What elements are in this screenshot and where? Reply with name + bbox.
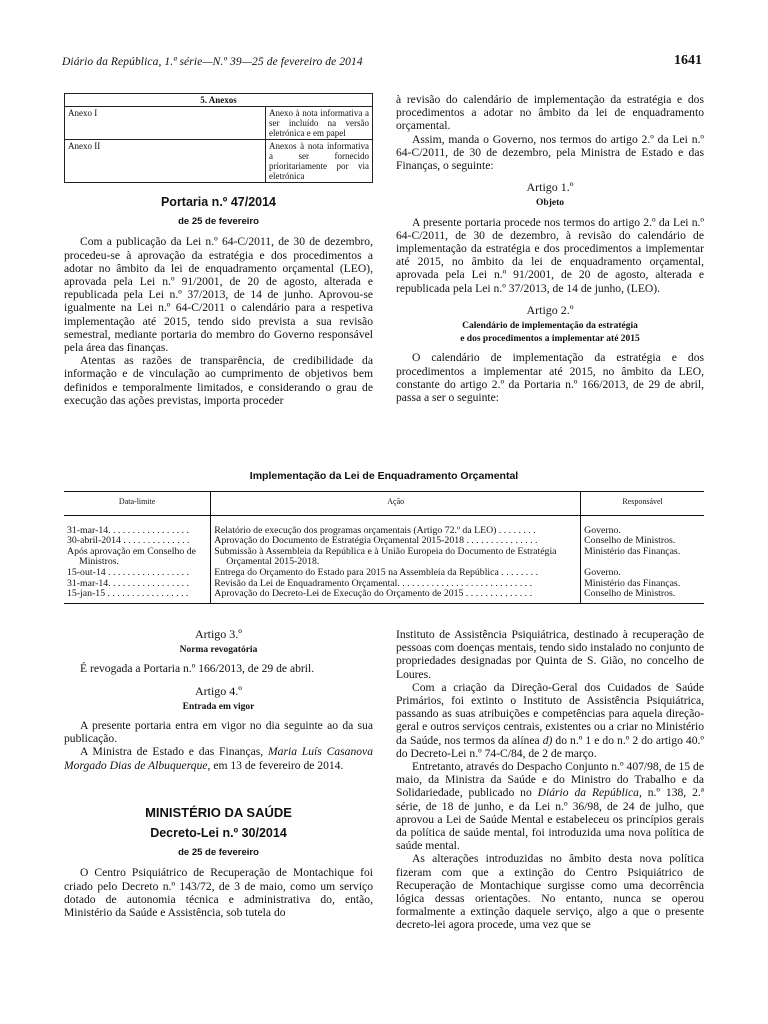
page-number: 1641 — [674, 53, 702, 68]
paragraph: As alterações introduzidas no âmbito desta nova política fizeram com que a extinção do Centro Psiquiátrico de Recuperação de Montachique surgisse como uma decorrência lógica dessas orientações. No entanto, nunca se operou formalmente a extinção daquele serviço, algo a que o presente decreto-lei agora procede, uma vez que se — [396, 852, 704, 932]
article-subtitle: e dos procedimentos a implementar até 2015 — [460, 334, 640, 345]
cell-action: Aprovação do Documento de Estratégia Orçamental 2015-2018 . . . . . . . . . . . . . . . — [211, 536, 581, 547]
cell-resp: Conselho de Ministros. — [581, 589, 704, 603]
annex-table — [64, 93, 373, 183]
article-title: Artigo 4.º — [194, 683, 243, 698]
text-run: do n.º 1 e do n.º 2 do artigo 40.º do Decreto-Lei n.º 74-C/84, de 2 de março. — [396, 733, 704, 760]
cell-date: 15-out-14 . . . . . . . . . . . . . . . . . — [64, 568, 211, 579]
right-column-top — [396, 93, 704, 404]
column-header: Responsável — [581, 492, 704, 516]
cell-date-line: Após aprovação em Conselho de — [67, 546, 196, 557]
right-column-bottom — [396, 628, 704, 932]
table-row — [64, 547, 704, 568]
table-row — [65, 140, 373, 183]
cell-date: 31-mar-14. . . . . . . . . . . . . . . . . — [64, 579, 211, 590]
left-column-bottom — [64, 628, 373, 919]
paragraph: Atentas as razões de transparência, de credibilidade da informação e de vinculação ao cumprimento de objetivos bem definidos e temporalmente limitados, e considerando o grau de execução das ações previstas, importa proceder — [64, 354, 373, 407]
cell-action-line: Submissão à Assembleia da República e à União Europeia do Documento de Estratégia — [214, 546, 557, 557]
paragraph — [396, 681, 704, 760]
table-row — [64, 515, 704, 536]
text-run: Entretanto, através do Despacho Conjunto n.º 407/98, de 15 de maio, da Ministra da Saúde e do Ministro do Trabalho e da Solidariedade, publicado no — [396, 760, 704, 800]
article-subtitle: Norma revogatória — [179, 645, 258, 656]
column-header: Data-limite — [64, 492, 211, 516]
cell-date: 31-mar-14. . . . . . . . . . . . . . . . . — [64, 515, 211, 536]
decree-date: de 25 de fevereiro — [178, 847, 259, 859]
cell-date: 30-abril-2014 . . . . . . . . . . . . . . — [64, 536, 211, 547]
cell-date: 15-jan-15 . . . . . . . . . . . . . . . . . — [64, 589, 211, 603]
article-title: Artigo 2.º — [526, 302, 574, 317]
annex-name: Anexo II — [65, 140, 266, 183]
cell-action: Relatório de execução dos programas orçamentais (Artigo 72.º da LEO) . . . . . . . . — [211, 515, 581, 536]
running-title: Diário da República, 1.ª série—N.º 39—25 de fevereiro de 2014 — [62, 56, 363, 68]
leo-table-title: Implementação da Lei de Enquadramento Orçamental — [249, 470, 519, 482]
portaria-title: Portaria n.º 47/2014 — [160, 195, 277, 209]
signature-name: Maria Luís Casanova Morgado Dias de Albuquerque — [64, 745, 373, 772]
cell-action: Revisão da Lei de Enquadramento Orçamental. . . . . . . . . . . . . . . . . . . . . . . . . . . . — [211, 579, 581, 590]
paragraph: É revogada a Portaria n.º 166/2013, de 29 de abril. — [80, 662, 315, 676]
cell-resp: Governo. — [584, 524, 621, 536]
table-row — [64, 568, 704, 579]
column-header: Ação — [211, 492, 581, 516]
paragraph: Com a publicação da Lei n.º 64-C/2011, de 30 de dezembro, procedeu-se à aprovação da estratégia e dos procedimentos a adotar no âmbito da lei de enquadramento orçamental (LEO), aprovada pela Lei n.º 91/2001, de 20 de agosto, alterada e republicada pela Lei n.º 37/2013, de 14 de junho. Aprovou-se igualmente na Lei n.º 64-C/2011 o calendário para a respetiva implementação até 2015, tendo sido prevista a sua revisão semestral, mediante portaria do membro do Governo responsável pela área das finanças. — [64, 235, 373, 355]
decree-title: Decreto-Lei n.º 30/2014 — [150, 826, 287, 841]
cell-action: Aprovação do Decreto-Lei de Execução do Orçamento de 2015 . . . . . . . . . . . . . . — [211, 589, 581, 603]
paragraph — [396, 760, 704, 852]
article-subtitle: Objeto — [536, 198, 564, 209]
table-row — [64, 589, 704, 603]
signature-lead: A Ministra de Estado e das Finanças, — [80, 745, 268, 759]
text-run-italic: d) — [542, 733, 553, 747]
paragraph: Instituto de Assistência Psiquiátrica, destinado à recuperação de pessoas com doenças mentais, tendo sido instalado no conjunto de propriedades designadas por Quinta de S. Gião, no concelho de Loures. — [396, 628, 704, 681]
cell-resp: Governo. — [584, 567, 621, 578]
paragraph: O Centro Psiquiátrico de Recuperação de Montachique foi criado pelo Decreto n.º 143/72, de 3 de maio, como um serviço dotado de autonomia técnica e administrativa do, então, Ministério da Saúde e Assistência, sob tutela do — [64, 866, 373, 920]
leo-table-block — [64, 470, 704, 604]
cell-resp: Ministério das Finanças. — [584, 578, 681, 589]
article-title: Artigo 3.º — [194, 627, 243, 641]
signature — [64, 745, 373, 771]
left-column-top — [64, 93, 373, 407]
table-row — [64, 536, 704, 547]
text-run: Com a criação da Direção-Geral dos Cuidados de Saúde Primários, foi extinto o Instituto de Assistência Psiquiátrica, passando as suas atribuições e competências para aquela direção-geral e outros serviços centrais, existentes ou a criar no Ministério da Saúde, nos termos da alínea — [396, 680, 704, 747]
paragraph: A presente portaria procede nos termos do artigo 2.º da Lei n.º 64-C/2011, de 30 de dezembro, à revisão do calendário de implementação da estratégia e dos procedimentos a implementar até 2015, no âmbito da lei de enquadramento orçamental, aprovada pela Lei n.º 91/2001, de 20 de agosto, alterada e republicada pela Lei n.º 37/2013, de 14 de junho, (LEO). — [396, 215, 704, 295]
paragraph: Assim, manda o Governo, nos termos do artigo 2.º da Lei n.º 64-C/2011, de 30 de dezembro, pela Ministra de Estado e das Finanças, o seguinte: — [396, 132, 704, 173]
annex-desc: Anexos à nota informativa a ser fornecido prioritariamente por via eletrónica — [266, 140, 373, 183]
paragraph: A presente portaria entra em vigor no dia seguinte ao da sua publicação. — [64, 719, 373, 746]
table-row — [64, 579, 704, 590]
portaria-date: de 25 de fevereiro — [178, 216, 259, 228]
cell-date — [64, 547, 211, 568]
annex-name: Anexo I — [65, 107, 266, 140]
text-run: n.º 138, 2.ª série, de 18 de junho, e da Lei n.º 36/98, de 24 de julho, que aprovou a Lei de Saúde Mental e estabeleceu os princípios gerais da política de saúde mental, foi introduzida uma nova política de saúde mental. — [396, 786, 704, 853]
cell-action — [211, 547, 581, 568]
article-subtitle: Entrada em vigor — [182, 701, 255, 712]
annex-table-title: 5. Anexos — [65, 94, 373, 107]
cell-date-line: Ministros. — [79, 556, 120, 568]
cell-resp: Conselho de Ministros. — [584, 536, 676, 547]
paragraph: O calendário de implementação da estratégia e dos procedimentos a implementar até 2015, no âmbito da LEO, constante do artigo 2.º da Portaria n.º 166/2013, de 29 de abril, passa a ser o seguinte: — [396, 351, 704, 405]
signature-tail: , em 13 de fevereiro de 2014. — [207, 758, 344, 772]
leo-table — [64, 491, 704, 604]
article-title: Artigo 1.º — [526, 180, 574, 195]
article-subtitle: Calendário de implementação da estratégia — [462, 321, 638, 332]
paragraph: à revisão do calendário de implementação da estratégia e dos procedimentos a adotar no âmbito da lei de enquadramento orçamental. — [396, 93, 704, 133]
cell-resp: Ministério das Finanças. — [584, 546, 681, 557]
ministry-title: MINISTÉRIO DA SAÚDE — [145, 804, 292, 820]
cell-action: Entrega do Orçamento do Estado para 2015 na Assembleia da República . . . . . . . . — [211, 568, 581, 579]
annex-desc: Anexo à nota informativa a ser incluído na versão eletrónica e em papel — [266, 107, 373, 140]
cell-action-line: Orçamental 2015-2018. — [226, 556, 320, 568]
text-run-italic: Diário da República, — [537, 786, 642, 800]
table-row — [65, 107, 373, 140]
